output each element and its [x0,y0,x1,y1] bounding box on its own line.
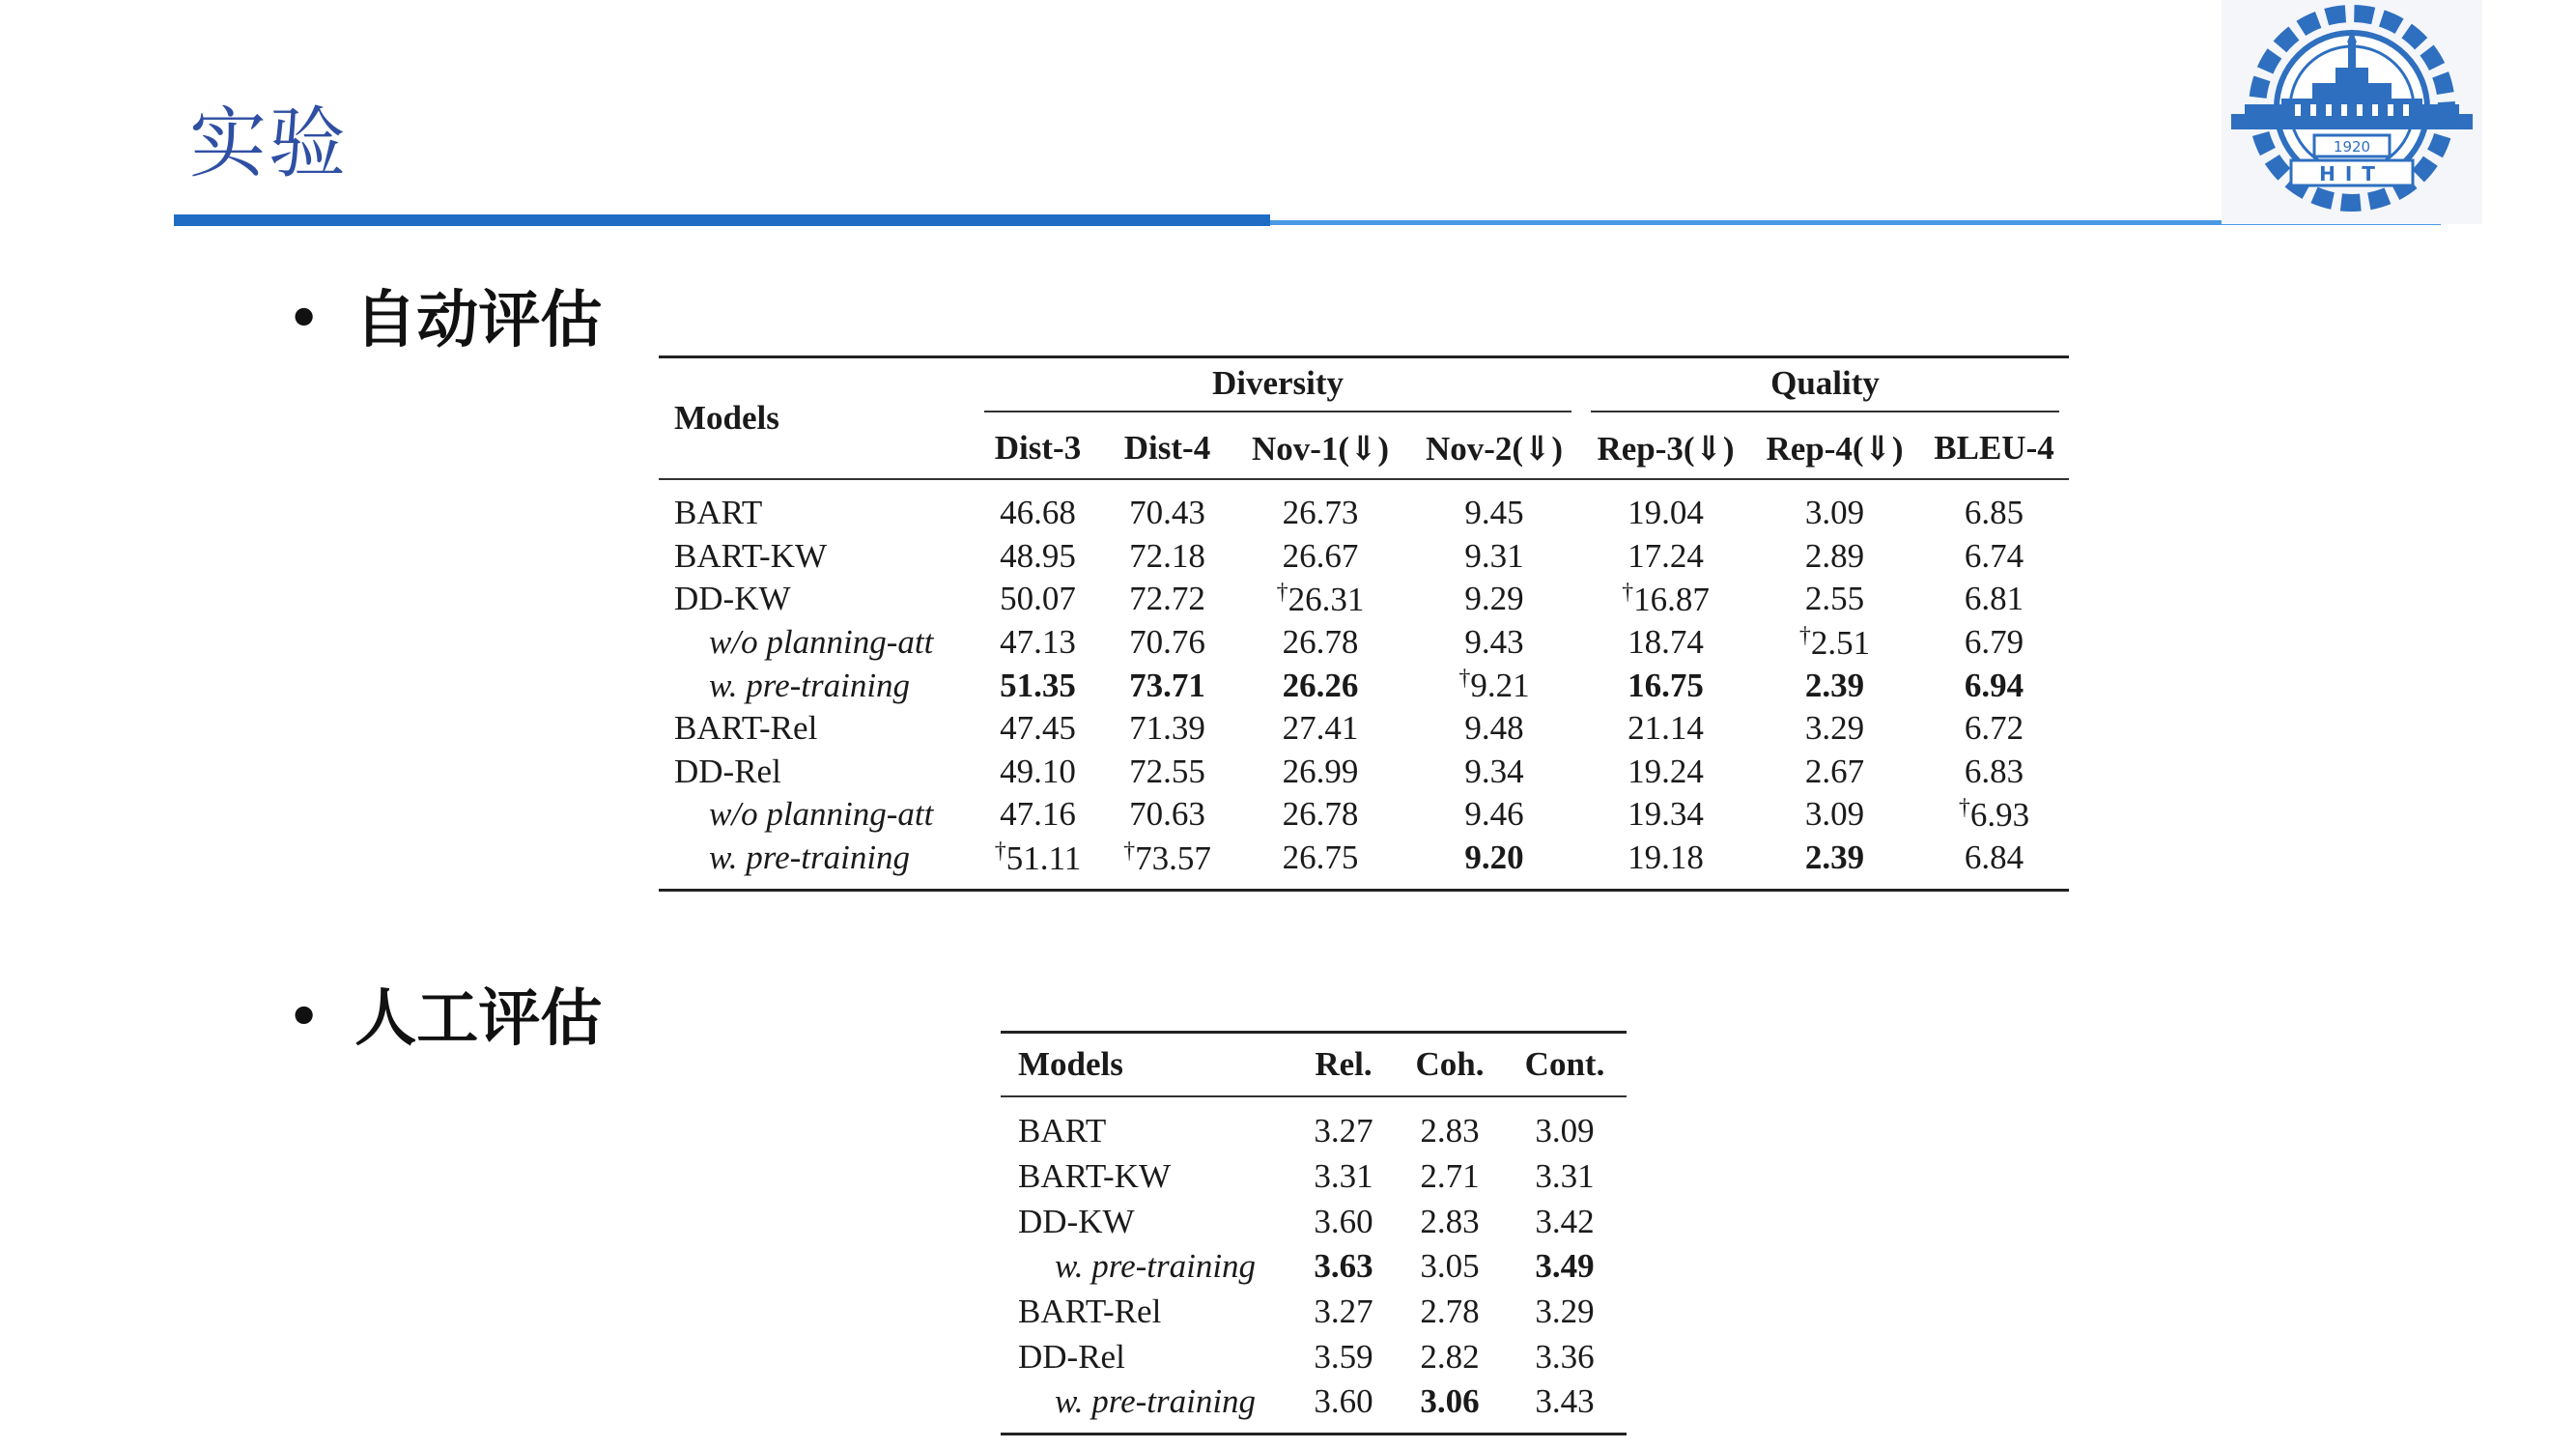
cell-value: 2.55 [1804,580,1865,618]
table-cell [1407,664,1581,707]
table-cell [1233,793,1407,837]
model-name: w. pre-training [1055,1247,1257,1286]
table-cell [1407,793,1581,837]
table-cell [1919,479,2069,535]
cell-value: 70.63 [1129,795,1205,834]
cell-value: 27.41 [1282,709,1359,748]
cell-value: 9.31 [1464,536,1524,575]
cell-value: 51.35 [1000,666,1076,704]
dagger-mark: † [1622,579,1634,605]
table-cell [1101,535,1233,579]
cell-value: 26.78 [1282,795,1359,834]
table-cell [1581,479,1750,535]
quality-group-cell [1581,357,2069,419]
bullet-dot-icon: • [288,988,321,1046]
cell-value: 2.89 [1804,536,1865,575]
table-cell [1407,621,1581,665]
table-cell [1503,1244,1627,1290]
table-cell [1581,707,1750,751]
table-cell [1101,578,1233,621]
cell-value: 3.05 [1420,1247,1480,1286]
cell-value: 6.84 [1964,838,2024,877]
table-cell [1750,535,1919,579]
table-cell [1581,535,1750,579]
model-name: DD-Rel [1018,1337,1125,1376]
model-name: DD-KW [1018,1202,1135,1240]
table-row [659,837,2069,891]
table-cell [1503,1199,1627,1244]
cell-value: 6.79 [1964,623,2024,662]
logo-year: 1920 [2333,138,2371,156]
dagger-mark: † [994,838,1006,864]
section-auto-eval [288,270,602,359]
title-underline-dark [174,214,1270,226]
cell-value: 26.75 [1282,838,1359,877]
table-cell [1919,664,2069,707]
table-cell [1397,1154,1503,1200]
cell-value: 26.67 [1282,536,1359,575]
table-cell [1407,707,1581,751]
cell-value: 9.48 [1464,709,1524,748]
table-cell [1919,837,2069,891]
cell-value: 2.67 [1804,752,1865,790]
table-row [659,707,2069,751]
col-header: Rep-3(⇓) [1581,418,1750,479]
model-name: w/o planning-att [709,795,934,834]
table-cell [1290,1096,1397,1154]
table-cell [1397,1379,1503,1434]
cell-value: 72.72 [1129,580,1205,618]
table-cell [1290,1199,1397,1244]
cell-value: 9.45 [1464,494,1524,532]
table-cell [1101,664,1233,707]
cell-value: 3.43 [1535,1382,1595,1421]
table-cell [1290,1334,1397,1379]
table-cell [975,707,1101,751]
table-cell [1233,621,1407,665]
table-row [1001,1199,1627,1244]
table-cell [975,751,1101,794]
table-cell [1750,837,1919,891]
cell-value: 51.11 [1005,838,1082,877]
table-cell [975,664,1101,707]
table-cell [1101,751,1233,794]
cell-value: 71.39 [1129,709,1205,748]
col-header: Rep-4(⇓) [1750,418,1919,479]
section-human-eval-label: 人工评估 [354,983,603,1055]
dagger-mark: † [1123,838,1136,864]
cell-value: 26.73 [1282,494,1359,532]
table-cell [1101,793,1233,837]
model-name: DD-KW [674,580,791,618]
cell-value: 16.75 [1628,666,1704,704]
model-name: BART-Rel [1018,1293,1162,1331]
cell-value: 2.39 [1804,838,1865,877]
cell-value: 47.13 [1000,623,1076,662]
table-cell [1919,707,2069,751]
table-cell [1503,1290,1627,1335]
bullet-dot-icon: • [288,290,321,348]
logo-text: HIT [2319,162,2385,185]
cell-value: 3.31 [1535,1157,1595,1196]
cell-value: 2.51 [1810,623,1871,662]
slide-title: 实验 [189,99,348,188]
cell-value: 2.82 [1420,1337,1480,1376]
table-cell [1407,837,1581,891]
cell-value: 6.83 [1964,752,2024,790]
table-cell [1290,1379,1397,1434]
table-cell [1750,479,1919,535]
cell-value: 9.46 [1464,795,1524,834]
cell-value: 18.74 [1628,623,1704,662]
model-name: BART-Rel [674,709,818,748]
cell-value: 3.09 [1535,1112,1595,1151]
col-header: Cont. [1503,1033,1627,1097]
table-cell [1233,837,1407,891]
dagger-mark: † [1798,622,1811,648]
table-cell [1290,1244,1397,1290]
table-cell [975,479,1101,535]
table-cell [1750,707,1919,751]
hit-logo [2222,0,2482,224]
cell-value: 3.06 [1420,1382,1480,1421]
cell-value: 3.36 [1535,1337,1595,1376]
table-cell [975,621,1101,665]
table-row [659,578,2069,621]
col-header: Dist-4 [1101,418,1233,479]
table-row [1001,1154,1627,1200]
cell-value: 3.59 [1314,1337,1373,1376]
table-cell [1581,751,1750,794]
quality-group-header: Quality [1591,364,2059,412]
table-cell [1919,535,2069,579]
model-name: BART [674,494,763,532]
table-cell [1407,479,1581,535]
cell-value: 6.74 [1964,536,2024,575]
diversity-group-cell [975,357,1581,419]
cell-value: 3.09 [1804,795,1865,834]
table-cell [1503,1379,1627,1434]
table-cell [1397,1334,1503,1379]
table-row [659,664,2069,707]
table-cell [1397,1199,1503,1244]
table-cell [975,793,1101,837]
cell-value: 47.45 [1000,709,1076,748]
table-cell [1101,837,1233,891]
table-cell [1397,1244,1503,1290]
dagger-mark: † [1458,666,1471,692]
table-cell [1233,535,1407,579]
cell-value: 6.94 [1964,666,2024,704]
cell-value: 72.55 [1129,752,1205,790]
model-name: w. pre-training [709,838,911,877]
table-row [1001,1290,1627,1335]
table-cell [1407,751,1581,794]
cell-value: 21.14 [1628,709,1704,748]
table-cell [1750,793,1919,837]
table-cell [1290,1154,1397,1200]
model-name: BART-KW [1018,1157,1171,1196]
col-header: Nov-2(⇓) [1407,418,1581,479]
cell-value: 19.34 [1628,795,1704,834]
dagger-mark: † [1958,794,1970,820]
table-row [659,621,2069,665]
model-name: BART [1018,1112,1107,1151]
cell-value: 49.10 [1000,752,1076,790]
cell-value: 2.83 [1420,1202,1480,1240]
table-cell [1919,578,2069,621]
table-cell [1503,1096,1627,1154]
cell-value: 3.63 [1314,1247,1373,1286]
cell-value: 9.20 [1464,838,1524,877]
model-name: w. pre-training [709,666,911,704]
table-row [659,535,2069,579]
table-cell [1407,535,1581,579]
dagger-mark: † [1276,579,1288,605]
cell-value: 6.72 [1964,709,2024,748]
cell-value: 9.21 [1470,667,1530,705]
cell-value: 3.27 [1314,1112,1373,1151]
table-cell [975,535,1101,579]
cell-value: 2.71 [1420,1157,1480,1196]
table-cell [1581,621,1750,665]
cell-value: 70.76 [1129,623,1205,662]
table-row [1001,1096,1627,1154]
table-cell [1233,664,1407,707]
table-cell [1407,578,1581,621]
col-header: Coh. [1397,1033,1503,1097]
section-human-eval [288,969,602,1058]
col-header: Models [1001,1033,1290,1097]
model-name: DD-Rel [674,752,781,790]
cell-value: 17.24 [1628,536,1704,575]
table-cell [1233,578,1407,621]
cell-value: 26.26 [1282,666,1359,704]
table-cell [1750,578,1919,621]
col-header: Dist-3 [975,418,1101,479]
table-cell [1397,1290,1503,1335]
table-cell [1919,621,2069,665]
table-cell [1503,1334,1627,1379]
cell-value: 26.31 [1288,580,1365,618]
cell-value: 9.29 [1464,580,1524,618]
cell-value: 47.16 [1000,795,1076,834]
table-row [659,751,2069,794]
table-cell [1397,1096,1503,1154]
cell-value: 16.87 [1633,580,1710,618]
cell-value: 48.95 [1000,536,1076,575]
cell-value: 3.49 [1535,1247,1595,1286]
diversity-group-header: Diversity [984,364,1571,412]
table-row [1001,1379,1627,1434]
cell-value: 2.39 [1804,666,1865,704]
col-header: BLEU-4 [1919,418,2069,479]
cell-value: 3.60 [1314,1382,1373,1421]
col-header: Nov-1(⇓) [1233,418,1407,479]
col-header: Rel. [1290,1033,1397,1097]
table-cell [1581,664,1750,707]
table-cell [1233,707,1407,751]
models-header: Models [659,357,975,480]
model-name: BART-KW [674,536,827,575]
human-eval-table [1001,1031,1627,1435]
cell-value: 19.04 [1628,494,1704,532]
model-name: w/o planning-att [709,623,934,662]
table-cell [1919,793,2069,837]
table-cell [1919,751,2069,794]
model-name: w. pre-training [1055,1382,1257,1421]
cell-value: 2.78 [1420,1293,1480,1331]
cell-value: 3.09 [1804,494,1865,532]
cell-value: 3.29 [1804,709,1865,748]
table-cell [975,578,1101,621]
table-cell [975,837,1101,891]
cell-value: 9.34 [1464,752,1524,790]
table-cell [1101,707,1233,751]
cell-value: 6.81 [1964,580,2024,618]
cell-value: 73.57 [1135,838,1211,877]
table-cell [1233,751,1407,794]
auto-eval-table [659,355,2069,892]
cell-value: 6.85 [1964,494,2024,532]
cell-value: 26.78 [1282,623,1359,662]
table-cell [1503,1154,1627,1200]
cell-value: 50.07 [1000,580,1076,618]
cell-value: 3.27 [1314,1293,1373,1331]
cell-value: 73.71 [1129,666,1205,704]
cell-value: 9.43 [1464,623,1524,662]
table-cell [1101,479,1233,535]
cell-value: 6.93 [1969,795,2030,834]
table-row [1001,1334,1627,1379]
cell-value: 72.18 [1129,536,1205,575]
table-cell [1750,751,1919,794]
cell-value: 3.31 [1314,1157,1373,1196]
table-cell [1290,1290,1397,1335]
table-row [659,479,2069,535]
cell-value: 3.29 [1535,1293,1595,1331]
cell-value: 2.83 [1420,1112,1480,1151]
cell-value: 46.68 [1000,494,1076,532]
table-row [1001,1244,1627,1290]
table-cell [1581,793,1750,837]
cell-value: 3.42 [1535,1202,1595,1240]
table-cell [1581,837,1750,891]
table-cell [1750,664,1919,707]
table-cell [1233,479,1407,535]
table-cell [1581,578,1750,621]
section-auto-eval-label: 自动评估 [354,285,603,356]
cell-value: 3.60 [1314,1202,1373,1240]
cell-value: 70.43 [1129,494,1205,532]
table-cell [1750,621,1919,665]
cell-value: 19.24 [1628,752,1704,790]
table-cell [1101,621,1233,665]
table-row [659,793,2069,837]
cell-value: 19.18 [1628,838,1704,877]
cell-value: 26.99 [1282,752,1359,790]
